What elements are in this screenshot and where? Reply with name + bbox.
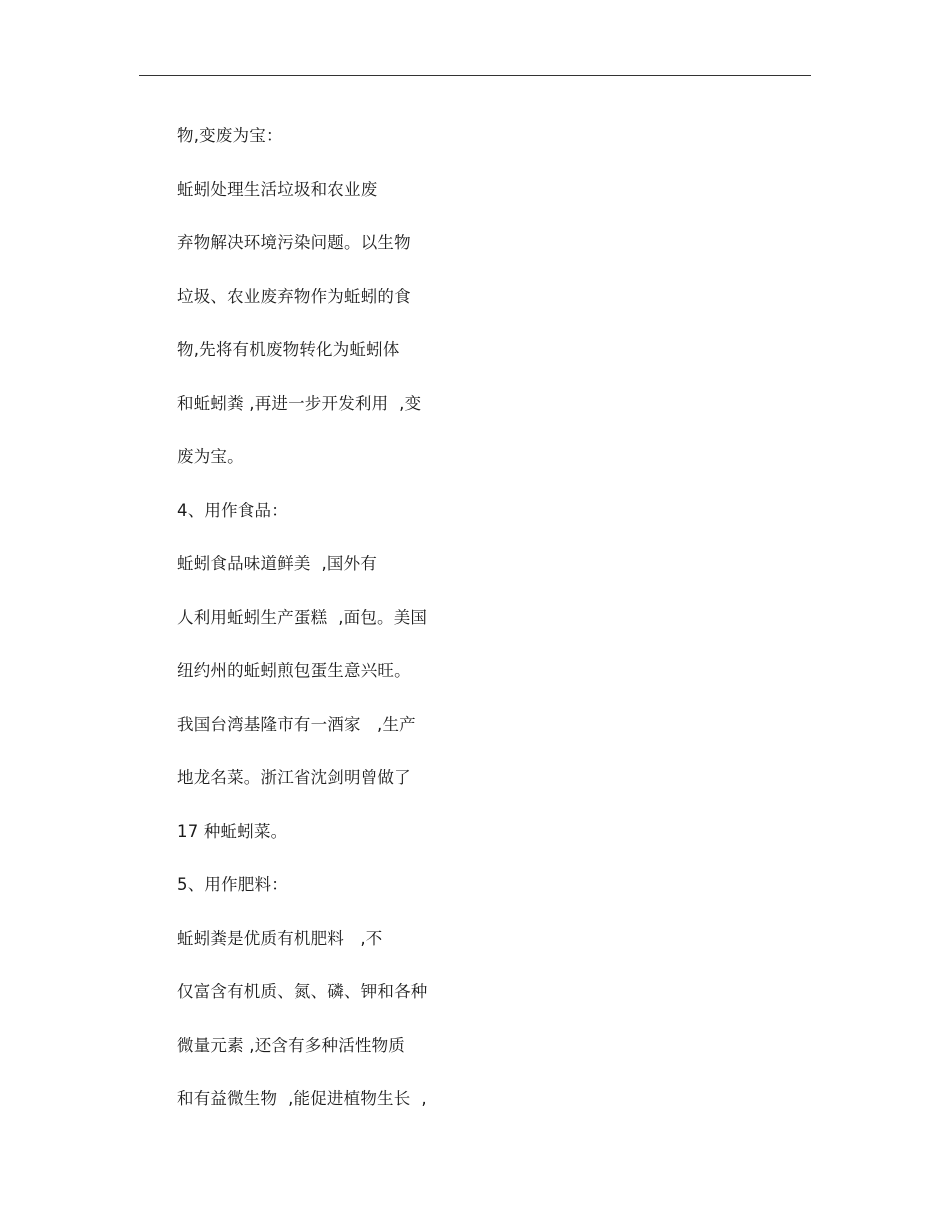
text-line: 物,变废为宝：: [177, 126, 283, 145]
text-line: 我国台湾基隆市有一酒家 ,生产: [177, 714, 416, 734]
section-heading: 4、用作食品：: [177, 500, 288, 520]
text-line: 和有益微生物 ,能促进植物生长 ,: [177, 1089, 427, 1108]
document-body: [177, 118, 737, 1135]
text-line: 和蚯蚓粪 ,再进一步开发利用 ,变: [177, 393, 422, 413]
text-line: 仅富含有机质、氮、磷、钾和各种: [177, 982, 428, 1001]
text-line: 地龙名菜。浙江省沈剑明曾做了: [177, 768, 411, 787]
text-line: 弃物解决环境污染问题。以生物: [177, 233, 411, 252]
text-line: 蚯蚓食品味道鲜美 ,国外有: [177, 554, 378, 573]
header-rule: [139, 75, 811, 76]
text-line: 纽约州的蚯蚓煎包蛋生意兴旺。: [177, 661, 411, 680]
section-heading: 5、用作肥料：: [177, 875, 288, 894]
text-line: 垃圾、农业废弃物作为蚯蚓的食: [177, 286, 411, 306]
text-line: 物,先将有机废物转化为蚯蚓体: [177, 340, 400, 359]
text-line: 17 种蚯蚓菜。: [177, 821, 288, 841]
text-line: 废为宝。: [177, 447, 244, 466]
text-line: 蚯蚓处理生活垃圾和农业废: [177, 179, 378, 199]
text-line: 人利用蚯蚓生产蛋糕 ,面包。美国: [177, 607, 428, 627]
text-line: 微量元素 ,还含有多种活性物质: [177, 1035, 405, 1055]
text-line: 蚯蚓粪是优质有机肥料 ,不: [177, 928, 383, 948]
